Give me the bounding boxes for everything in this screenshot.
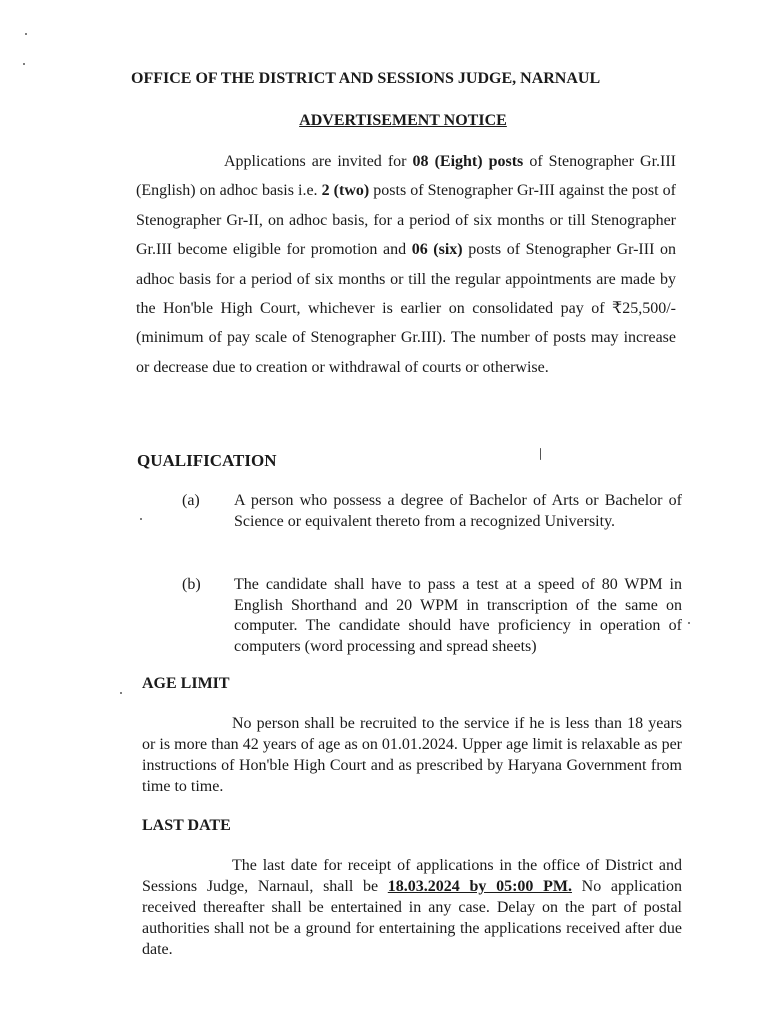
item-text: The candidate shall have to pass a test at a speed of 80 WPM in English Shorthand and 20 WPM in transcription of the same on computer. The candidate should have proficiency in operation of computers (word processing and spread sheets): [234, 576, 682, 655]
last-date-heading: LAST DATE: [142, 817, 231, 834]
intro-text-3: posts of Stenographer Gr-III against the post of Stenographer Gr-II, on adhoc basis, for a period of six months or till Stenographer Gr.III become eligible for promotion and: [136, 182, 676, 259]
age-limit-paragraph: No person shall be recruited to the service if he is less than 18 years or is more than 42 years of age as on 01.01.2024. Upper age limit is relaxable as per instructions of Hon'ble High Court and as prescribed by Haryana Government from time to time.: [142, 715, 682, 795]
last-date-paragraph: [142, 855, 682, 960]
last-date-text-1: The last date for receipt of applications in the office of District and Sessions Judge, Narnaul, shall be: [142, 857, 682, 895]
scan-speck: [120, 692, 122, 694]
item-label: (a): [182, 492, 200, 509]
last-date-text-2: No application received thereafter shall be entertained in any case. Delay on the part of postal authorities shall not be a ground for entertaining the applications received after due date.: [142, 878, 682, 958]
age-limit-heading: AGE LIMIT: [142, 675, 230, 692]
qualification-heading: QUALIFICATION: [137, 451, 277, 470]
scan-speck: [688, 622, 690, 624]
intro-text-1: Applications are invited for: [224, 153, 413, 170]
deadline-date: 18.03.2024 by 05:00 PM.: [387, 878, 572, 895]
intro-two-posts: 2 (two): [321, 182, 370, 200]
intro-text-4: posts of Stenographer Gr-III on adhoc basis for a period of six months or till the regular appointments are made by the Hon'ble High Court, whichever is earlier on consolidated pay of ₹25,500/- (minimum of pay scale of Stenographer Gr.III). The number of posts may increase or decrease due to creation or withdrawal of courts or otherwise.: [136, 241, 676, 376]
scan-speck: [140, 518, 142, 520]
scan-speck: [25, 33, 27, 35]
item-label: (b): [182, 576, 201, 593]
intro-six-posts: 06 (six): [411, 241, 463, 259]
intro-paragraph: [136, 147, 676, 382]
notice-title-row: [0, 112, 768, 130]
office-title: OFFICE OF THE DISTRICT AND SESSIONS JUDGE, NARNAUL: [131, 70, 601, 87]
intro-text-2: of Stenographer Gr.III (English) on adhoc basis i.e.: [136, 153, 676, 200]
intro-posts-count: 08 (Eight) posts: [412, 153, 524, 170]
scan-speck: [23, 63, 25, 65]
notice-title: ADVERTISEMENT NOTICE: [299, 112, 507, 129]
item-text: A person who possess a degree of Bachelor of Arts or Bachelor of Science or equivalent thereto from a recognized University.: [234, 492, 682, 530]
scan-speck: [540, 448, 541, 460]
